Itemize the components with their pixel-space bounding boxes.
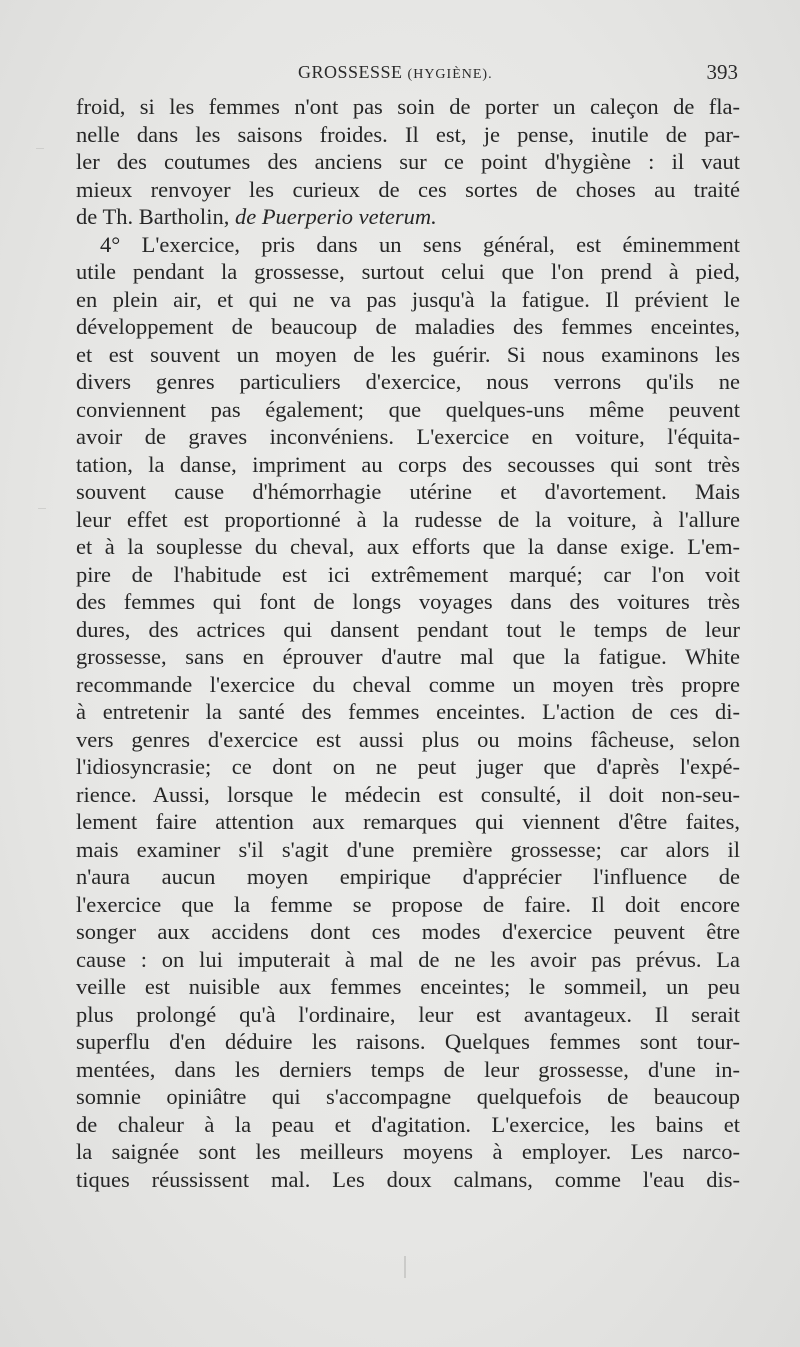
scan-mark xyxy=(36,148,44,149)
text-line-12: conviennent pas également; que quelques-uns même peuvent xyxy=(76,396,740,422)
text-line-5 xyxy=(76,203,740,231)
text-line-15: souvent cause d'hémorrhagie utérine et d'avortement. Mais xyxy=(76,479,740,504)
text-line-11: divers genres particuliers d'exercice, nous verrons qu'ils ne xyxy=(76,369,740,394)
text-line-17: et à la souplesse du cheval, aux efforts que la danse exige. L'em- xyxy=(76,534,740,559)
text-line-6: 4° L'exercice, pris dans un sens général, est éminemment xyxy=(100,231,740,257)
text-line-4: mieux renvoyer les curieux de ces sortes de choses au traité xyxy=(76,176,740,202)
text-line-7: utile pendant la grossesse, surtout celui que l'on prend à pied, xyxy=(76,259,740,284)
text-line-33: veille est nuisible aux femmes enceintes; le sommeil, un peu xyxy=(76,974,740,999)
text-line-22: recommande l'exercice du cheval comme un moyen très propre xyxy=(76,671,740,697)
text-line-21: grossesse, sans en éprouver d'autre mal que la fatigue. White xyxy=(76,644,740,669)
running-title xyxy=(298,62,493,83)
text-line-18: pire de l'habitude est ici extrêmement marqué; car l'on voit xyxy=(76,561,740,587)
text-line-10: et est souvent un moyen de les guérir. Si nous examinons les xyxy=(76,341,740,367)
text-line-14: tation, la danse, impriment au corps des secousses qui sont très xyxy=(76,451,740,477)
text-line-26: rience. Aussi, lorsque le médecin est consulté, il doit non-seu- xyxy=(76,781,740,807)
text-line-29: n'aura aucun moyen empirique d'apprécier l'influence de xyxy=(76,864,740,889)
text-line-40: tiques réussissent mal. Les doux calmans, comme l'eau dis- xyxy=(76,1166,740,1192)
page-number: 393 xyxy=(706,60,738,84)
text-line-30: l'exercice que la femme se propose de faire. Il doit encore xyxy=(76,891,740,917)
page-header xyxy=(76,60,740,90)
text-line-35: superflu d'en déduire les raisons. Quelques femmes sont tour- xyxy=(76,1029,740,1054)
text-line-28: mais examiner s'il s'agit d'une première grossesse; car alors il xyxy=(76,836,740,862)
text-line-24: vers genres d'exercice est aussi plus ou moins fâcheuse, selon xyxy=(76,726,740,752)
text-line-37: somnie opiniâtre qui s'accompagne quelquefois de beaucoup xyxy=(76,1084,740,1109)
text-line-9: développement de beaucoup de maladies des femmes enceintes, xyxy=(76,314,740,339)
text-line-2: nelle dans les saisons froides. Il est, je pense, inutile de par- xyxy=(76,121,740,147)
scan-mark xyxy=(38,508,46,509)
text-line-38: de chaleur à la peau et d'agitation. L'exercice, les bains et xyxy=(76,1111,740,1137)
text-line-16: leur effet est proportionné à la rudesse de la voiture, à l'allure xyxy=(76,506,740,532)
text-line-23: à entretenir la santé des femmes enceintes. L'action de ces di- xyxy=(76,699,740,724)
text-line-27: lement faire attention aux remarques qui viennent d'être faites, xyxy=(76,809,740,834)
body-text xyxy=(76,93,740,1193)
text-line-34: plus prolongé qu'à l'ordinaire, leur est avantageux. Il serait xyxy=(76,1001,740,1027)
text-line-36: mentées, dans les derniers temps de leur grossesse, d'une in- xyxy=(76,1056,740,1082)
text-line-1: froid, si les femmes n'ont pas soin de porter un caleçon de fla- xyxy=(76,94,740,119)
text-line-32: cause : on lui imputerait à mal de ne les avoir pas prévus. La xyxy=(76,946,740,972)
text-line-19: des femmes qui font de longs voyages dans des voitures très xyxy=(76,589,740,614)
text-line-39: la saignée sont les meilleurs moyens à employer. Les narco- xyxy=(76,1139,740,1164)
text-line-13: avoir de graves inconvéniens. L'exercice en voiture, l'équita- xyxy=(76,424,740,449)
running-title-main: GROSSESSE xyxy=(298,62,403,82)
text-line-5-roman: de Th. Bartholin, xyxy=(76,204,235,229)
text-line-3: ler des coutumes des anciens sur ce point d'hygiène : il vaut xyxy=(76,149,740,174)
text-line-25: l'idiosyncrasie; ce dont on ne peut juger que d'après l'expé- xyxy=(76,754,740,779)
text-line-31: songer aux accidens dont ces modes d'exercice peuvent être xyxy=(76,919,740,944)
text-line-8: en plein air, et qui ne va pas jusqu'à la fatigue. Il prévient le xyxy=(76,286,740,312)
citation-title: de Puerperio veterum. xyxy=(234,204,437,229)
running-title-sub: (HYGIÈNE). xyxy=(407,67,493,82)
text-line-20: dures, des actrices qui dansent pendant tout le temps de leur xyxy=(76,616,740,642)
scan-mark xyxy=(404,1256,406,1278)
